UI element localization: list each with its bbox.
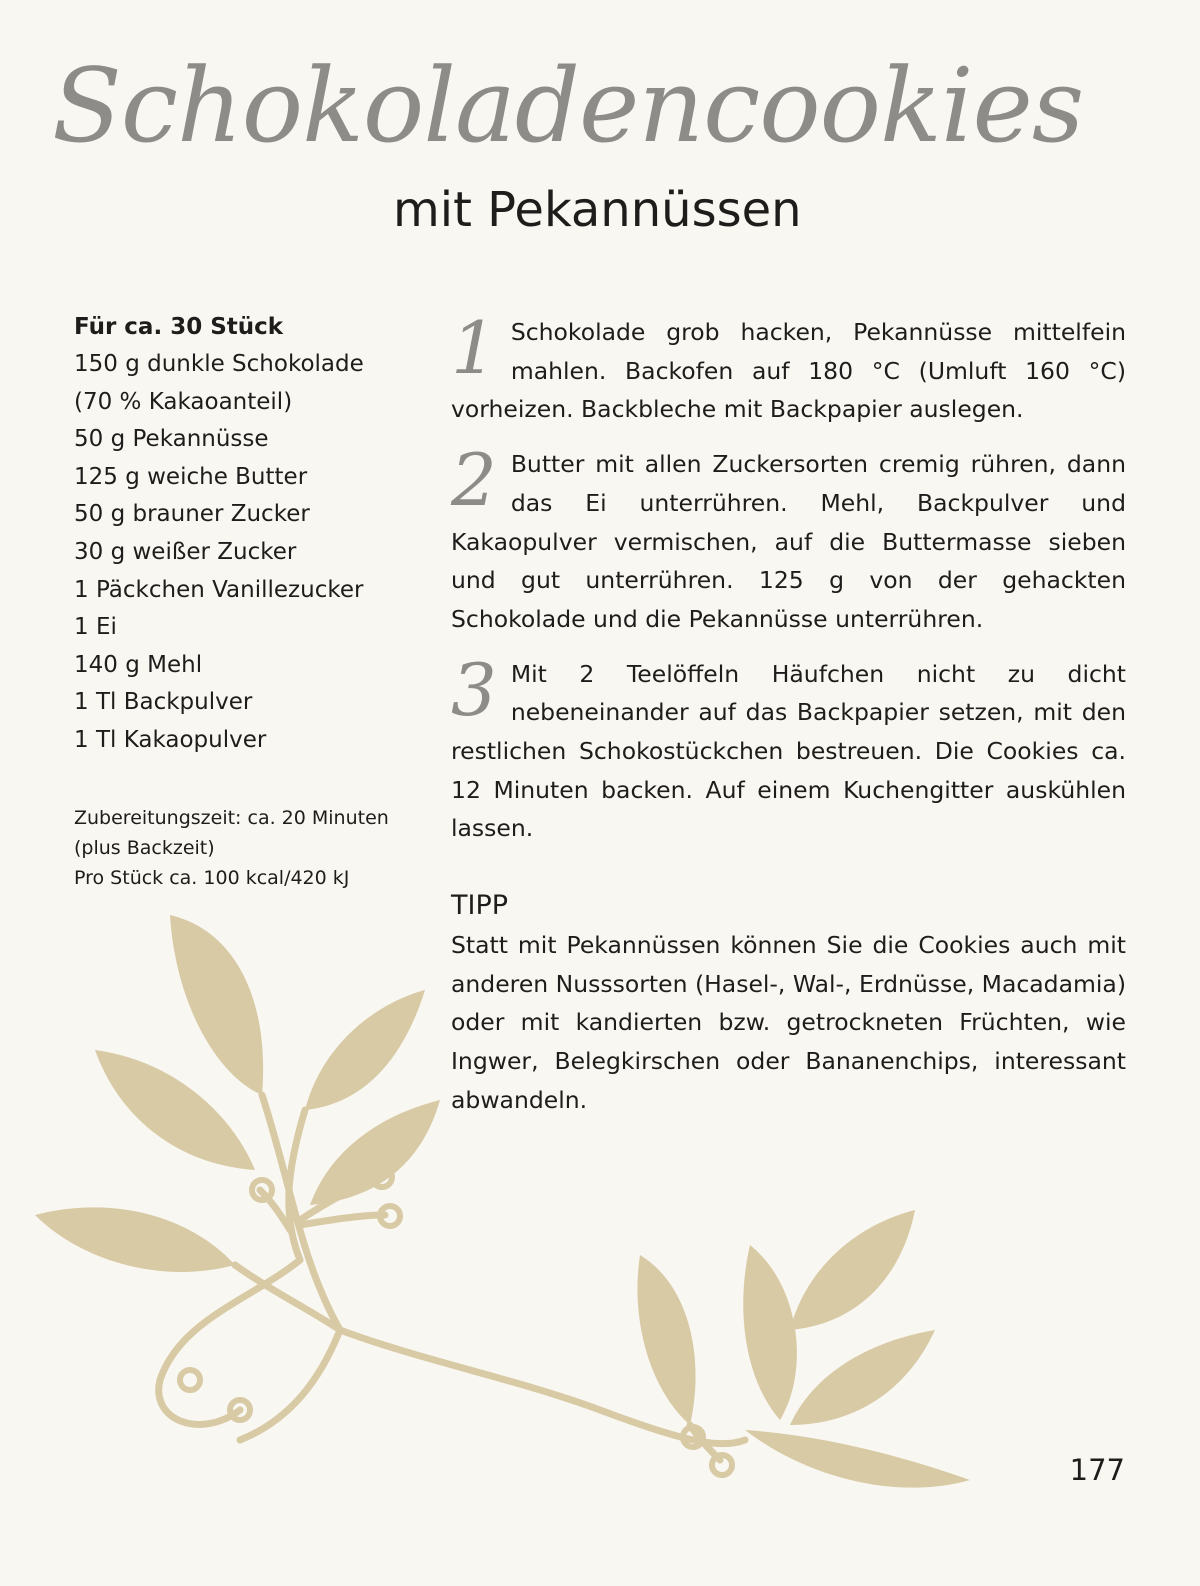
ingredient-item: 125 g weiche Butter — [74, 463, 308, 490]
instruction-step-2 — [451, 438, 1126, 639]
ingredient-item: 150 g dunkle Schokolade — [74, 351, 364, 377]
instruction-step-3 — [451, 647, 1126, 849]
ingredient-item: 1 Ei — [74, 614, 117, 641]
ingredient-item: (70 % Kakaoanteil) — [74, 388, 293, 415]
prep-note: (plus Backzeit) — [74, 836, 215, 859]
ingredients-heading: Für ca. 30 Stück — [74, 314, 284, 340]
nutrition-info: Pro Stück ca. 100 kcal/420 kJ — [74, 866, 350, 889]
step-number: 3 — [451, 647, 497, 732]
step-text: Mit 2 Teelöffeln Häufchen nicht zu dicht nebeneinander auf das Backpapier setzen, mit den restlichen Schokostückchen bestreuen. Die Cookies ca. 12 Minuten backen. Auf einem Kuchengitter auskühlen lassen. — [451, 659, 1126, 843]
tip-text: Statt mit Pekannüssen können Sie die Cookies auch mit anderen Nusssorten (Hasel-, Wal-, Erdnüsse, Macadamia) oder mit kandierten bzw. getrockneten Früchten, wie Ingwer, Belegkirschen oder Bananenchips, interessant abwandeln. — [451, 931, 1126, 1114]
ingredient-item: 1 Päckchen Vanillezucker — [74, 576, 364, 603]
ingredient-item: 1 Tl Backpulver — [74, 689, 253, 716]
prep-time: Zubereitungszeit: ca. 20 Minuten — [74, 806, 389, 829]
preparation-info — [74, 803, 414, 893]
step-text: Butter mit allen Zuckersorten cremig rühren, dann das Ei unterrühren. Mehl, Backpulver und Kakaopulver vermischen, auf die Buttermasse sieben und gut unterrühren. 125 g von der gehackten Schokolade und die Pekannüsse unterrühren. — [451, 450, 1126, 633]
step-number: 1 — [451, 306, 497, 390]
ingredient-item: 50 g brauner Zucker — [74, 501, 310, 528]
instructions-section — [451, 306, 1126, 848]
ingredient-item: 50 g Pekannüsse — [74, 426, 269, 453]
ingredient-item: 1 Tl Kakaopulver — [74, 726, 267, 753]
ingredients-section — [74, 309, 414, 893]
recipe-title-script: Schokoladencookies — [52, 47, 1084, 166]
ingredient-item: 140 g Mehl — [74, 651, 203, 678]
tip-heading: TIPP — [451, 890, 509, 921]
instruction-step-1 — [451, 306, 1126, 429]
ingredients-list — [74, 346, 414, 760]
tip-section — [451, 886, 1126, 1120]
ingredient-item: 30 g weißer Zucker — [74, 538, 297, 565]
step-number: 2 — [451, 438, 497, 523]
recipe-subtitle: mit Pekannüssen — [393, 182, 802, 238]
step-text: Schokolade grob hacken, Pekannüsse mittelfein mahlen. Backofen auf 180 °C (Umluft 160 °C) vorheizen. Backbleche mit Backpapier auslegen. — [451, 318, 1126, 424]
page-number: 177 — [1069, 1453, 1125, 1487]
